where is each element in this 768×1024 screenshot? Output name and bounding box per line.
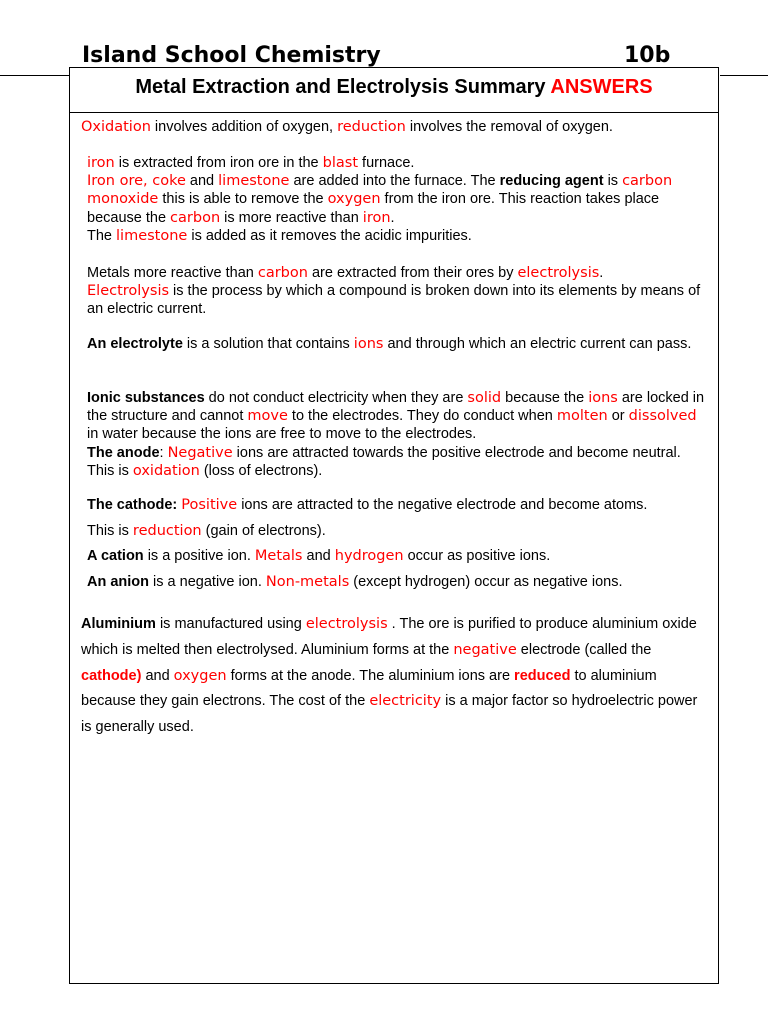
answer-word: Metals <box>254 548 303 564</box>
text-run: is more reactive than <box>220 209 363 226</box>
answer-word: reduction <box>337 119 406 135</box>
text-run: is a positive ion. <box>143 548 255 564</box>
answer-word: limestone <box>116 227 188 244</box>
text-run: or <box>607 408 629 425</box>
header-rule-left <box>0 75 70 76</box>
answer-word: oxidation <box>132 462 200 479</box>
text-run: and <box>141 667 174 684</box>
text-run: from the iron ore. This reaction takes place because the <box>87 191 660 226</box>
text-run: The <box>87 227 117 244</box>
answer-word: carbon <box>257 265 308 281</box>
answer-word: Positive <box>181 497 238 513</box>
text-run: this is able to remove the <box>158 191 328 208</box>
grade-label: 10b <box>624 43 671 68</box>
answer-word: Electrolysis <box>87 283 170 300</box>
answer-word: hydrogen <box>334 548 404 564</box>
text-run: electrode (called the <box>516 641 652 658</box>
answer-word: Oxidation <box>81 119 151 135</box>
text-run: is a negative ion. <box>149 574 266 590</box>
answer-word: electrolysis <box>517 265 600 281</box>
answer-word: electrolysis <box>305 616 388 632</box>
text-run: (gain of electrons). <box>201 523 326 539</box>
text-run: involves the removal of oxygen. <box>405 119 613 135</box>
text-run: is a major factor so hydroelectric power is generally used. <box>81 693 698 736</box>
text-run: is the process by which a compound is broken down into its elements by means of an electric current. <box>87 283 701 318</box>
text-run: ions are attracted to the negative electrode and become atoms. <box>237 497 648 513</box>
text-run: and <box>185 173 219 190</box>
bold-term: The cathode: <box>87 497 178 513</box>
answer-word: ions <box>353 336 384 352</box>
electrolyte-paragraph <box>87 335 705 353</box>
text-run: forms at the anode. The aluminium ions are <box>226 667 515 684</box>
text-run: do not conduct electricity when they are <box>204 390 468 406</box>
title-answers: ANSWERS <box>550 76 653 98</box>
text-run: is added as it removes the acidic impurities. <box>187 227 472 244</box>
title-main: Metal Extraction and Electrolysis Summary <box>135 76 546 98</box>
answer-word: molten <box>556 408 608 425</box>
answer-word: dissolved <box>628 408 697 425</box>
answer-word: move <box>247 408 288 425</box>
answer-word: iron <box>87 155 115 171</box>
answer-word: limestone <box>218 173 290 190</box>
text-run: and <box>302 548 335 564</box>
bold-term: reducing agent <box>499 173 604 190</box>
worksheet-title <box>70 68 718 113</box>
answer-word: Negative <box>167 444 233 461</box>
text-run: is extracted from iron ore in the <box>114 155 323 171</box>
cathode-line <box>87 496 647 514</box>
text-run: occur as positive ions. <box>403 548 551 564</box>
text-run: to aluminium because they gain electrons. The cost of the <box>81 667 657 710</box>
bold-answer-word: reduced <box>514 667 571 684</box>
answer-word: negative <box>453 641 517 658</box>
answer-word: blast <box>322 155 359 171</box>
text-run: ions are attracted towards the positive electrode and become neutral. This is <box>87 444 681 479</box>
text-run: is a solution that contains <box>182 336 354 352</box>
cation-line <box>87 547 550 565</box>
aluminium-paragraph <box>81 612 711 741</box>
text-run: furnace. <box>358 155 415 171</box>
text-run: . <box>599 265 604 281</box>
answer-word: Non-metals <box>265 574 350 590</box>
text-run: involves addition of oxygen, <box>150 119 338 135</box>
blast-furnace-paragraph <box>87 154 705 245</box>
text-run: is <box>603 173 623 190</box>
answer-word: carbon <box>170 209 221 226</box>
ionic-substances-paragraph <box>87 389 705 480</box>
oxidation-definition <box>81 118 613 136</box>
school-name: Island School Chemistry <box>82 43 381 68</box>
text-run: because the <box>501 390 589 406</box>
bold-term: The anode <box>87 444 160 461</box>
answer-word: electricity <box>369 693 442 710</box>
bold-term: Aluminium <box>81 616 156 632</box>
bold-term: An anion <box>87 574 150 590</box>
text-run: . The ore is purified to produce aluminium oxide which is melted then electrolysed. Aluminium forms at the <box>81 616 697 658</box>
text-run: : <box>159 444 168 461</box>
answer-word: ions <box>588 390 618 406</box>
text-run: This is <box>87 523 133 539</box>
text-run: . <box>390 209 395 226</box>
text-run: (loss of electrons). <box>199 462 323 479</box>
text-run: Metals more reactive than <box>87 265 258 281</box>
answer-word: iron <box>362 209 391 226</box>
text-run: are extracted from their ores by <box>307 265 518 281</box>
anion-line <box>87 573 623 591</box>
text-run: and through which an electric current can pass. <box>383 336 692 352</box>
text-run: are locked in the structure and cannot <box>87 390 705 425</box>
reduction-line <box>87 522 326 540</box>
answer-word: Iron ore, coke <box>87 173 186 190</box>
answer-word: oxygen <box>173 667 227 684</box>
text-run: are added into the furnace. The <box>289 173 500 190</box>
answer-word: solid <box>467 390 502 406</box>
text-run: to the electrodes. They do conduct when <box>287 408 557 425</box>
header-rule-right <box>720 75 768 76</box>
answer-word: oxygen <box>327 191 381 208</box>
bold-answer-word: cathode) <box>81 667 142 684</box>
electrolysis-paragraph <box>87 264 705 319</box>
bold-term: A cation <box>87 548 144 564</box>
answer-word: carbon monoxide <box>87 173 673 208</box>
bold-term: Ionic substances <box>87 390 205 406</box>
answer-word: reduction <box>132 523 202 539</box>
bold-term: An electrolyte <box>87 336 183 352</box>
text-run: in water because the ions are free to move to the electrodes. <box>87 426 477 443</box>
text-run: (except hydrogen) occur as negative ions. <box>349 574 623 590</box>
text-run: is manufactured using <box>155 616 306 632</box>
